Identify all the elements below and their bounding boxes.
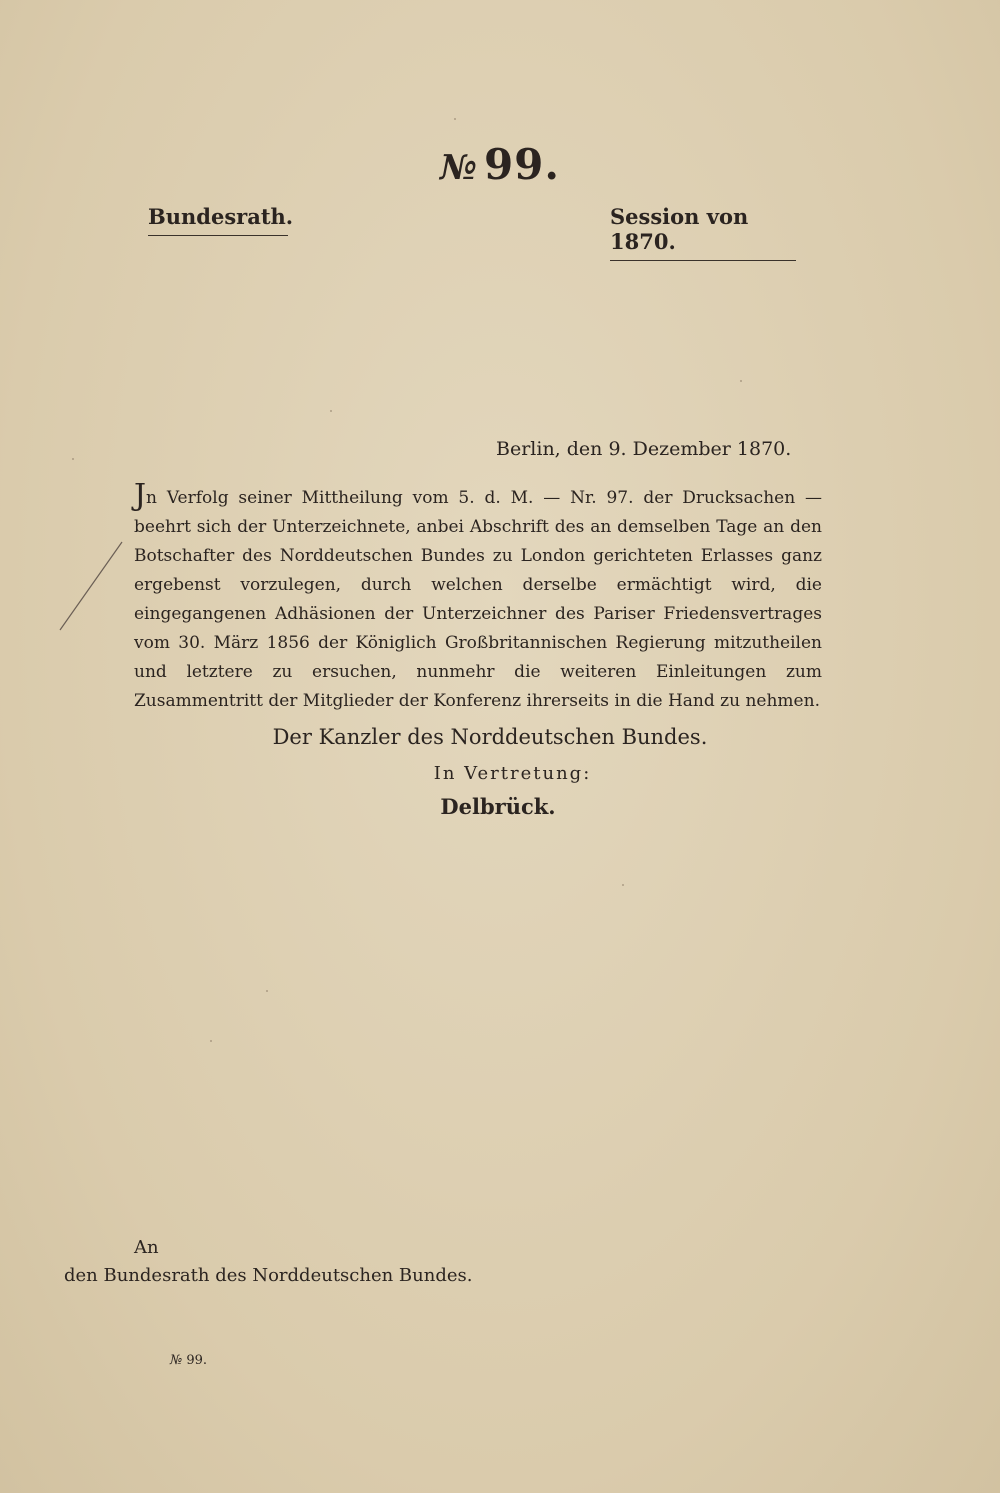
paper-speck [622,884,624,886]
number-sign: № [439,148,478,188]
header-session: Session von 1870. [610,204,796,261]
paper-speck [330,410,332,412]
document-number-value: 99. [483,140,561,189]
paper-speck [454,118,456,120]
header-institution: Bundesrath. [148,204,288,236]
body-text: n Verfolg seiner Mittheilung vom 5. d. M. — Nr. 97. der Drucksachen — beehrt sich der Unterzeichnete, anbei Abschrift des an demselben Tage an den Botschafter des Norddeutschen Bundes zu London gerichteten Erlasses ganz ergebenst vorzulegen, durch welchen derselbe ermächtigt wird, die eingegangenen Adhäsionen der Unterzeichner des Pariser Friedensvertrages vom 30. März 1856 der Königlich Großbritannischen Regierung mitzutheilen und letztere zu ersuchen, nunmehr die weiteren Einleitungen zum Zusammentritt der Mitglieder der Konferenz ihrerseits in die Hand zu nehmen. [134,488,822,711]
footer-number-sign: № [170,1353,183,1368]
paper-speck [210,1040,212,1042]
footer-number-value: 99. [186,1353,207,1368]
footer-number [170,1353,207,1368]
signature-block [0,725,1000,819]
signature-title: Der Kanzler des Norddeutschen Bundes. [272,725,708,749]
margin-pencil-stroke [56,540,126,632]
signature-representation: In Vertretung: [433,763,592,784]
address-recipient: den Bundesrath des Norddeutschen Bundes. [64,1265,473,1286]
paper-speck [72,458,74,460]
signer-name: Delbrück. [440,794,556,819]
address-to: An [134,1237,159,1258]
body-paragraph [134,478,822,716]
paper-speck [266,990,268,992]
initial-letter: J [134,478,147,513]
paper-speck [740,380,742,382]
document-number [0,140,1000,189]
dateline: Berlin, den 9. Dezember 1870. [496,438,792,460]
